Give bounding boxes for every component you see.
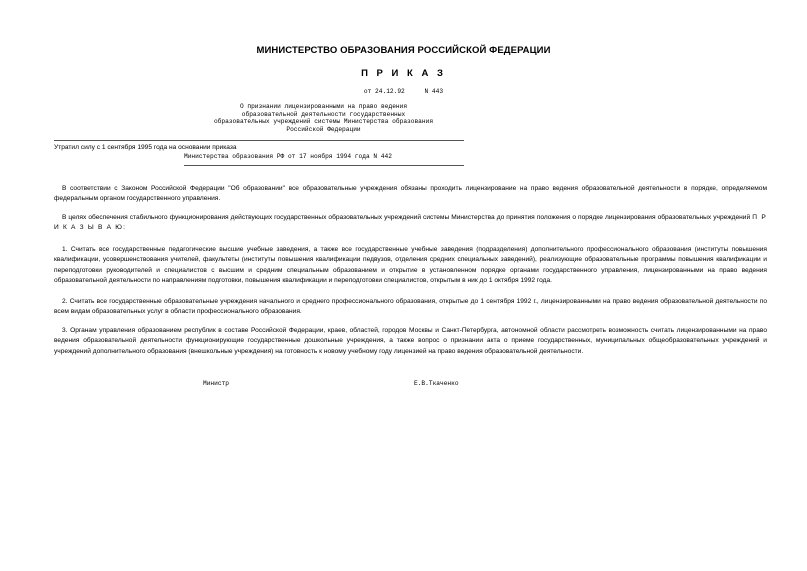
paragraph-text: В целях обеспечения стабильного функционирования действующих государственных образовательных учреждений системы Министерства до принятия положения о порядке лицензирования образовательных учреждений: [62, 214, 751, 221]
divider-bottom: [184, 165, 464, 166]
paragraph: 1. Считать все государственные педагогические высшие учебные заведения, а также все государственные учебные заведения (подразделения) дополнительного профессионального образования (институты повышения квалификации, усовершенствования учителей, факультеты (институты повышения квалификации педвузов, отделения средних специальных заведений), реализующие образовательные программы повышения квалификации и переподготовки руководителей и специалистов с высшим и средним специальным образованием и открытие в установленном порядке органами государственного управления, лицензированными на право ведения образовательной деятельности по направлениям подготовки, повышения квалификации и переподготовки специалистов, открытым в ник до 1 октября 1992 года.: [54, 246, 767, 285]
item-2: [54, 297, 767, 318]
order-paragraph: [54, 213, 767, 234]
ministry-title: МИНИСТЕРСТВО ОБРАЗОВАНИЯ РОССИЙСКОЙ ФЕДЕРАЦИИ: [256, 45, 551, 56]
order-date: от 24.12.92: [363, 88, 405, 95]
item-3: [54, 326, 767, 357]
paragraph: 3. Органам управления образованием республик в составе Российской Федерации, краев, областей, городов Москвы и Санкт-Петербурга, автономной области рассмотреть возможность считать лицензированными на право ведения образовательной деятельности функционирующие государственные дошкольные учреждения, а также вопрос о признании акта о приеме государственных, муниципальных общеобразовательных учреждений и учреждений дополнительного образования (внешкольные учреждения) на готовность к новому учебному году лицензией на право ведения образовательной деятельности.: [54, 327, 767, 355]
subject-line: О признании лицензированными на право ведения: [239, 103, 408, 110]
date-number-line: [0, 88, 807, 96]
subject-line: образовательных учреждений системы Министерства образования: [213, 118, 434, 126]
paragraph: В соответствии с Законом Российской Федерации "Об образовании" все образовательные учреждения обязаны проходить лицензирование на право ведения образовательной деятельности в порядке, определяемом федеральным органом государственного управления.: [54, 185, 767, 203]
order-number: N 443: [424, 88, 444, 95]
subject-line: образовательной деятельности государственных: [241, 110, 406, 118]
lost-force-reference: Министерства образования РФ от 17 ноября 1994 года N 442: [184, 153, 392, 160]
preamble-paragraph: [54, 184, 767, 205]
order-subject: [160, 103, 487, 133]
item-1: [54, 245, 767, 287]
paragraph: 2. Считать все государственные образовательные учреждения начального и среднего профессионального образования, открытые до 1 сентября 1992 г., лицензированными на право ведения образовательной деятельности по всем видам образовательных услуг в области профессионального образования.: [54, 298, 767, 316]
signature-position: Министр: [203, 380, 229, 387]
signature-name: Е.В.Ткаченко: [414, 380, 459, 387]
subject-line: Российской Федерации: [286, 125, 361, 133]
document-type-heading: П Р И К А З: [361, 68, 446, 79]
paragraph: [54, 213, 767, 234]
order-word: П Р И К А З Ы В А Ю:: [54, 214, 767, 232]
divider-top: [54, 140, 464, 141]
lost-force-note: Утратил силу с 1 сентября 1995 года на основании приказа: [54, 144, 237, 151]
